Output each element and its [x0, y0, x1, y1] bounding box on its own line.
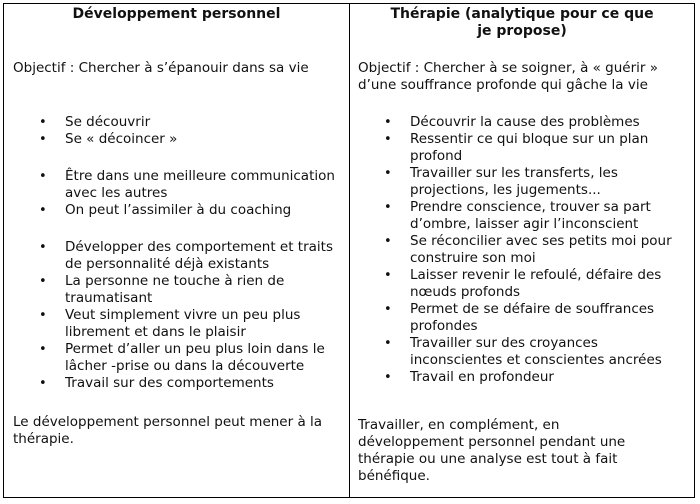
list-item: • Développer des comportement et traits de personnalité déjà existants	[65, 239, 337, 273]
column-header: Développement personnel	[72, 6, 281, 22]
list-item: • Travailler sur des croyances inconscientes et conscientes ancrées	[410, 335, 694, 369]
objective-text: Objectif : Chercher à se soigner, à « guérir » d’une souffrance profonde qui gâche la vie	[358, 60, 659, 93]
bullet-list	[65, 168, 335, 219]
bullet-list	[65, 114, 345, 148]
list-item: • On peut l’assimiler à du coaching	[65, 202, 335, 219]
list-item: • Se découvrir	[65, 114, 345, 131]
bullet-list	[65, 239, 337, 392]
bullet-list	[410, 114, 694, 386]
objective-text: Objectif : Chercher à s’épanouir dans sa vie	[13, 60, 309, 76]
list-item: • Veut simplement vivre un peu plus librement et dans le plaisir	[65, 307, 337, 341]
footer-text: Travailler, en complément, en développement personnel pendant une thérapie ou une analyse est tout à fait bénéfique.	[358, 417, 626, 484]
list-item: • Travailler sur les transferts, les projections, les jugements...	[410, 165, 694, 199]
list-item: • Être dans une meilleure communication avec les autres	[65, 168, 335, 202]
comparison-table	[3, 3, 695, 498]
list-item: • Prendre conscience, trouver sa part d’ombre, laisser agir l’inconscient	[410, 199, 694, 233]
footer-text: Le développement personnel peut mener à la thérapie.	[13, 414, 323, 447]
list-item: • Travail sur des comportements	[65, 375, 337, 392]
column-header: Thérapie (analytique pour ce que je propose)	[390, 6, 654, 39]
list-item: • Ressentir ce qui bloque sur un plan profond	[410, 131, 694, 165]
list-item: • Laisser revenir le refoulé, défaire des nœuds profonds	[410, 267, 694, 301]
list-item: • Découvrir la cause des problèmes	[410, 114, 694, 131]
list-item: • Permet d’aller un peu plus loin dans le lâcher -prise ou dans la découverte	[65, 341, 337, 375]
list-item: • La personne ne touche à rien de traumatisant	[65, 273, 337, 307]
column-personal-development	[4, 4, 350, 497]
column-therapy	[350, 4, 694, 497]
list-item: • Travail en profondeur	[410, 369, 694, 386]
list-item: • Permet de se défaire de souffrances profondes	[410, 301, 694, 335]
list-item: • Se « décoincer »	[65, 131, 345, 148]
list-item: • Se réconcilier avec ses petits moi pour construire son moi	[410, 233, 694, 267]
